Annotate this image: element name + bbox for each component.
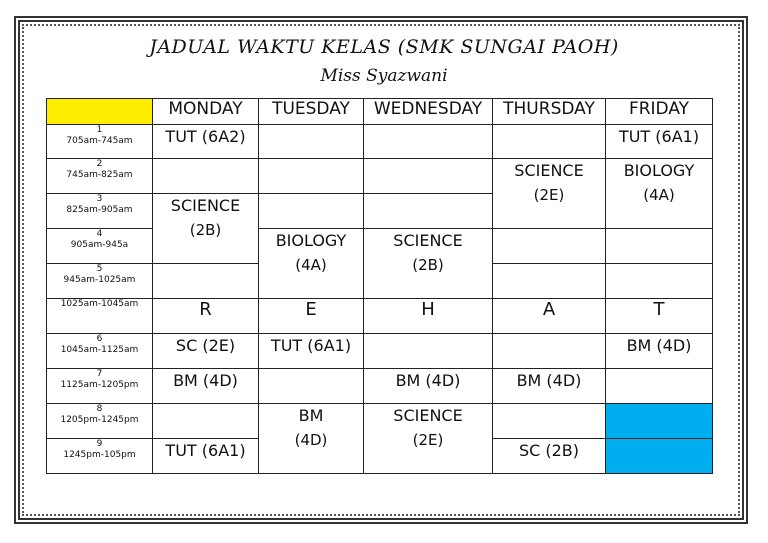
header-corner-cell xyxy=(47,99,153,125)
cell-friday-p2-p3: BIOLOGY (4A) xyxy=(606,159,713,229)
period-cell: 8 1205pm-1245pm xyxy=(47,404,153,439)
table-row xyxy=(47,334,713,369)
break-letter: A xyxy=(493,299,606,334)
cell-monday-p6: SC (2E) xyxy=(153,334,259,369)
cell-friday-p9-highlight xyxy=(606,439,713,474)
break-row xyxy=(47,299,713,334)
day-header-thursday: THURSDAY xyxy=(493,99,606,125)
cell-tuesday-p3 xyxy=(259,194,364,229)
cell-thursday-p4 xyxy=(493,229,606,264)
cell-tuesday-p6: TUT (6A1) xyxy=(259,334,364,369)
page-title: JADUAL WAKTU KELAS (SMK SUNGAI PAOH) xyxy=(149,36,619,58)
break-letter: H xyxy=(364,299,493,334)
table-row xyxy=(47,229,713,264)
cell-monday-p3-p4: SCIENCE (2B) xyxy=(153,194,259,264)
cell-monday-p5 xyxy=(153,264,259,299)
cell-friday-p8-highlight xyxy=(606,404,713,439)
cell-wednesday-p6 xyxy=(364,334,493,369)
cell-wednesday-p4-p5: SCIENCE (2B) xyxy=(364,229,493,299)
period-cell: 3 825am-905am xyxy=(47,194,153,229)
cell-thursday-p5 xyxy=(493,264,606,299)
table-row xyxy=(47,369,713,404)
cell-tuesday-p1 xyxy=(259,125,364,159)
cell-thursday-p7: BM (4D) xyxy=(493,369,606,404)
cell-monday-p7: BM (4D) xyxy=(153,369,259,404)
cell-wednesday-p8-p9: SCIENCE (2E) xyxy=(364,404,493,474)
cell-tuesday-p8-p9: BM (4D) xyxy=(259,404,364,474)
timetable xyxy=(46,98,713,474)
cell-wednesday-p1 xyxy=(364,125,493,159)
cell-friday-p5 xyxy=(606,264,713,299)
cell-thursday-p2-p3: SCIENCE (2E) xyxy=(493,159,606,229)
cell-wednesday-p3 xyxy=(364,194,493,229)
break-letter: T xyxy=(606,299,713,334)
period-cell: 9 1245pm-105pm xyxy=(47,439,153,474)
table-row xyxy=(47,125,713,159)
period-cell: 7 1125am-1205pm xyxy=(47,369,153,404)
cell-tuesday-p4-p5: BIOLOGY (4A) xyxy=(259,229,364,299)
cell-wednesday-p2 xyxy=(364,159,493,194)
table-row xyxy=(47,404,713,439)
period-cell: 1 705am-745am xyxy=(47,125,153,159)
cell-monday-p8 xyxy=(153,404,259,439)
cell-friday-p6: BM (4D) xyxy=(606,334,713,369)
day-header-wednesday: WEDNESDAY xyxy=(364,99,493,125)
cell-wednesday-p7: BM (4D) xyxy=(364,369,493,404)
cell-monday-p1: TUT (6A2) xyxy=(153,125,259,159)
period-cell: 5 945am-1025am xyxy=(47,264,153,299)
cell-thursday-p8 xyxy=(493,404,606,439)
day-header-monday: MONDAY xyxy=(153,99,259,125)
day-header-tuesday: TUESDAY xyxy=(259,99,364,125)
break-letter: E xyxy=(259,299,364,334)
period-cell: 6 1045am-1125am xyxy=(47,334,153,369)
period-cell: 2 745am-825am xyxy=(47,159,153,194)
period-cell: 4 905am-945a xyxy=(47,229,153,264)
header-row xyxy=(47,99,713,125)
cell-friday-p7 xyxy=(606,369,713,404)
cell-thursday-p6 xyxy=(493,334,606,369)
day-header-friday: FRIDAY xyxy=(606,99,713,125)
cell-tuesday-p2 xyxy=(259,159,364,194)
break-letter: R xyxy=(153,299,259,334)
teacher-name: Miss Syazwani xyxy=(320,66,448,86)
table-row xyxy=(47,159,713,194)
cell-monday-p2 xyxy=(153,159,259,194)
cell-thursday-p1 xyxy=(493,125,606,159)
cell-friday-p4 xyxy=(606,229,713,264)
cell-monday-p9: TUT (6A1) xyxy=(153,439,259,474)
period-cell: 1025am-1045am xyxy=(47,299,153,334)
cell-friday-p1: TUT (6A1) xyxy=(606,125,713,159)
cell-thursday-p9: SC (2B) xyxy=(493,439,606,474)
cell-tuesday-p7 xyxy=(259,369,364,404)
